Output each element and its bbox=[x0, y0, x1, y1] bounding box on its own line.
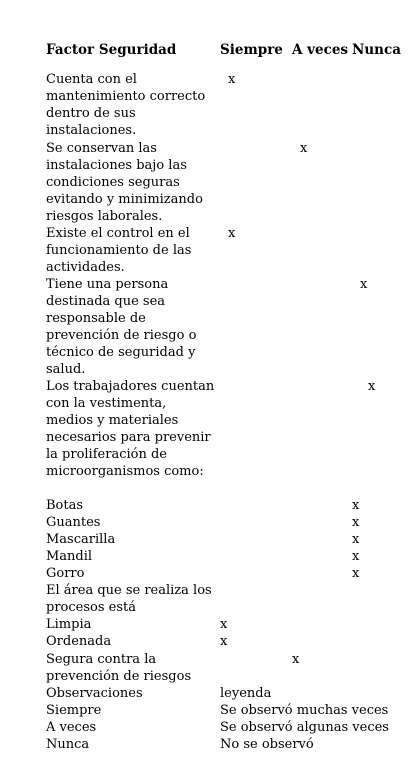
row-text: Segura contra la prevención de riesgos bbox=[46, 652, 192, 684]
row-mark: x bbox=[300, 141, 308, 156]
row-mark: x bbox=[368, 379, 376, 394]
row-mark: x bbox=[352, 498, 360, 513]
row-text: Botas bbox=[46, 498, 84, 513]
legend-value: leyenda bbox=[220, 686, 272, 701]
row-mark: x bbox=[352, 532, 360, 547]
row-mark: x bbox=[360, 277, 368, 292]
row-text: Ordenada bbox=[46, 634, 112, 649]
row-mark: x bbox=[228, 72, 236, 87]
row-text: Mandil bbox=[46, 549, 93, 564]
header-a-veces: A veces bbox=[292, 42, 349, 58]
row-text: Los trabajadores cuentan con la vestimenta, medios y materiales necesarios para prevenir la proliferación de microorganismos como: bbox=[46, 379, 215, 479]
legend-label: Siempre bbox=[46, 703, 102, 718]
header-nunca: Nunca bbox=[352, 42, 401, 58]
legend-value: No se observó bbox=[220, 737, 314, 752]
row-mark: x bbox=[220, 617, 228, 632]
row-mark: x bbox=[292, 652, 300, 667]
row-mark: x bbox=[228, 226, 236, 241]
row-text: Gorro bbox=[46, 566, 85, 581]
header-siempre: Siempre bbox=[220, 42, 283, 58]
row-text: El área que se realiza los procesos está bbox=[46, 583, 212, 615]
header-factor: Factor Seguridad bbox=[46, 42, 177, 58]
legend-label: A veces bbox=[46, 720, 97, 735]
row-text: Guantes bbox=[46, 515, 101, 530]
row-mark: x bbox=[352, 549, 360, 564]
legend-value: Se observó muchas veces bbox=[220, 703, 389, 718]
legend-label: Nunca bbox=[46, 737, 90, 752]
row-mark: x bbox=[352, 515, 360, 530]
row-mark: x bbox=[352, 566, 360, 581]
legend-value: Se observó algunas veces bbox=[220, 720, 389, 735]
row-text: Cuenta con el mantenimiento correcto dentro de sus instalaciones. bbox=[46, 72, 206, 138]
row-text: Tiene una persona destinada que sea responsable de prevención de riesgo o técnico de seguridad y salud. bbox=[46, 277, 197, 377]
row-text: Limpia bbox=[46, 617, 92, 632]
row-mark: x bbox=[220, 634, 228, 649]
row-text: Se conservan las instalaciones bajo las condiciones seguras evitando y minimizando riesgos laborales. bbox=[46, 141, 203, 224]
legend-label: Observaciones bbox=[46, 686, 143, 701]
row-text: Existe el control en el funcionamiento de las actividades. bbox=[46, 226, 192, 275]
row-text: Mascarilla bbox=[46, 532, 116, 547]
